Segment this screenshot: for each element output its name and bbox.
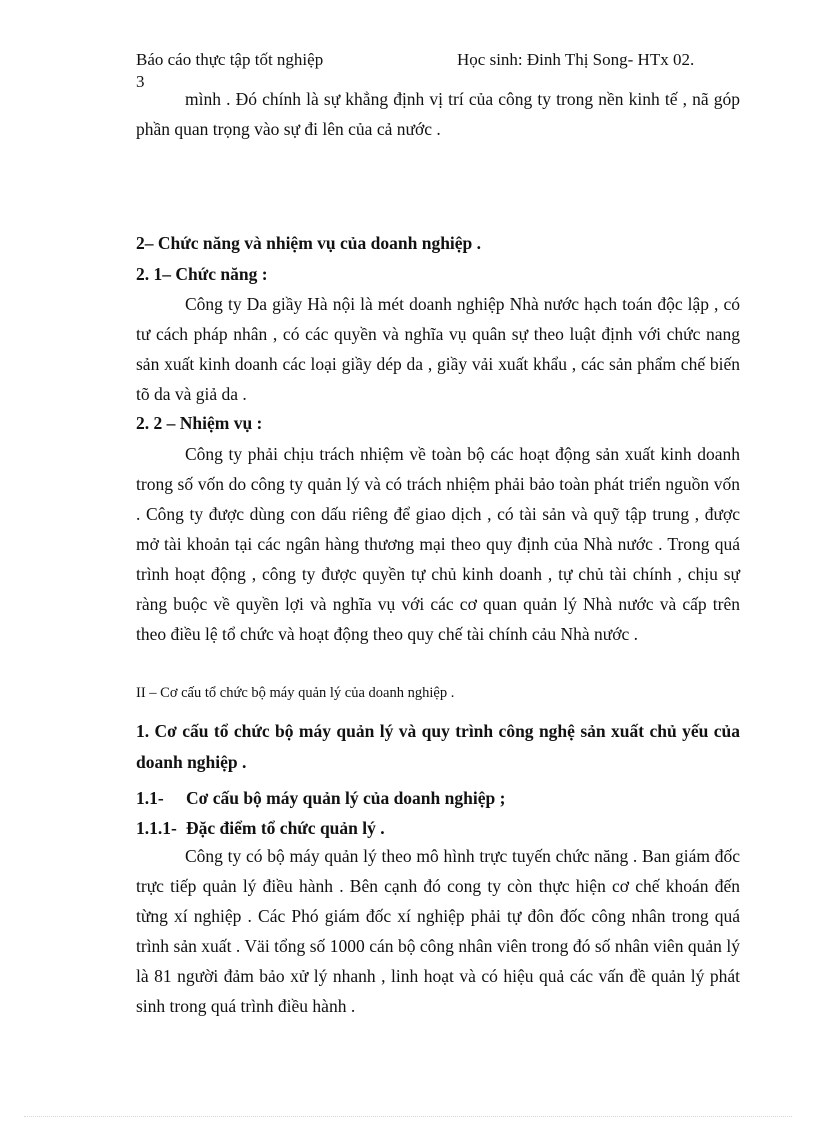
section2-heading: 2– Chức năng và nhiệm vụ của doanh nghiệp .	[136, 233, 482, 253]
section2-2-heading: 2. 2 – Nhiệm vụ :	[136, 413, 263, 433]
header-report-title: Báo cáo thực tập tốt nghiệp	[136, 50, 324, 69]
section1-1-1-title: Đặc điểm tổ chức quản lý .	[186, 818, 385, 838]
section2-1-heading: 2. 1– Chức năng :	[136, 264, 268, 284]
section1-1-1-number: 1.1.1-	[136, 818, 177, 838]
section1-1-heading	[136, 784, 505, 812]
section1-1-1-heading	[136, 814, 385, 842]
header-student-name: Học sinh: Đinh Thị Song- HTx 02.	[457, 50, 695, 69]
section2-1-paragraph: Công ty Da giầy Hà nội là mét doanh nghiệp Nhà nước hạch toán độc lập , có tư cách pháp nhân , có các quyền và nghĩa vụ quân sự theo luật định với chức nang sản xuất kinh doanh các loại giầy dép da , giầy vải xuất khẩu , các sản phẩm chế biến tõ da và giả da .	[136, 294, 740, 404]
section1-1-number: 1.1-	[136, 788, 164, 808]
page-bottom-divider	[24, 1116, 792, 1117]
section1-1-1-paragraph: Công ty có bộ máy quản lý theo mô hình trực tuyến chức năng . Ban giám đốc trực tiếp quản lý điều hành . Bên cạnh đó cong ty còn thực hiện cơ chế khoán đến từng xí nghiệp . Các Phó giám đốc xí nghiệp phải tự đôn đốc công nhân trong quá trình sản xuất . Väi tổng số 1000 cán bộ công nhân viên trong đó số nhân viên quản lý là 81 người đảm bảo xử lý nhanh , linh hoạt và có hiệu quả các vấn đề quản lý phát sinh trong quá trình điều hành .	[136, 846, 740, 1016]
part2-heading: II – Cơ cấu tổ chức bộ máy quản lý của doanh nghiệp .	[136, 685, 455, 701]
section1-1-title: Cơ cấu bộ máy quản lý của doanh nghiệp ;	[186, 788, 506, 808]
page-number: 3	[136, 72, 145, 91]
section1-heading: 1. Cơ cấu tổ chức bộ máy quản lý và quy trình công nghệ sản xuất chủ yếu của doanh nghiệp .	[136, 721, 740, 772]
intro-paragraph: mình . Đó chính là sự khẳng định vị trí của công ty trong nền kinh tế , nã góp phần quan trọng vào sự đi lên của cả nước .	[136, 89, 740, 139]
section2-2-paragraph: Công ty phải chịu trách nhiệm về toàn bộ các hoạt động sản xuất kinh doanh trong số vốn do công ty quản lý và có trách nhiệm phải bảo toàn phát triển nguồn vốn . Công ty được dùng con dấu riêng để giao dịch , có tài sản và quỹ tập trung , được mở tài khoản tại các ngân hàng thương mại theo quy định của Nhà nước . Trong quá trình hoạt động , công ty được quyền tự chủ kinh doanh , tự chủ tài chính , chịu sự ràng buộc về quyền lợi và nghĩa vụ với các cơ quan quản lý Nhà nước và cấp trên theo điều lệ tổ chức và hoạt động theo quy chế tài chính cảu Nhà nước .	[136, 444, 740, 644]
